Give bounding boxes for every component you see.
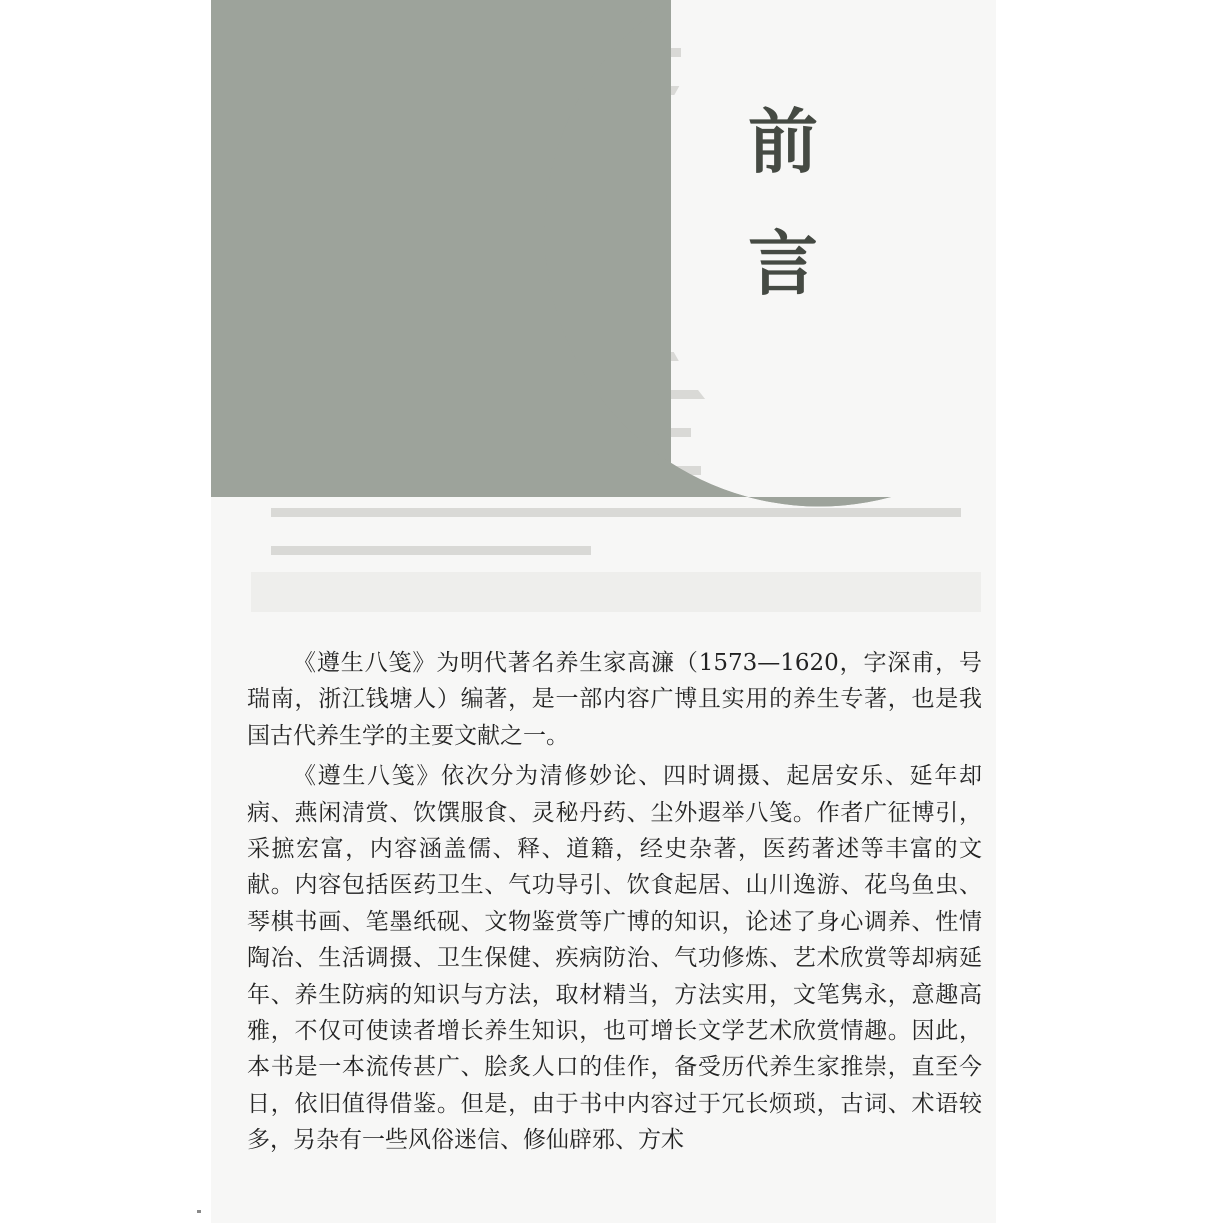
book-page <box>211 0 996 1223</box>
page-title-char-1: 前 <box>748 101 818 183</box>
scan-speck <box>197 1210 201 1213</box>
page-title-char-2: 言 <box>748 223 818 305</box>
paragraph: 《遵生八笺》依次分为清修妙论、四时调摄、起居安乐、延年却病、燕闲清赏、饮馔服食、灵秘丹药、尘外遐举八笺。作者广征博引，采摭宏富，内容涵盖儒、释、道籍，经史杂著，医药著述等丰富的文献。内容包括医药卫生、气功导引、饮食起居、山川逸游、花鸟鱼虫、琴棋书画、笔墨纸砚、文物鉴赏等广博的知识，论述了身心调养、性情陶冶、生活调摄、卫生保健、疾病防治、气功修炼、艺术欣赏等却病延年、养生防病的知识与方法，取材精当，方法实用，文笔隽永，意趣高雅，不仅可使读者增长养生知识，也可增长文学艺术欣赏情趣。因此，本书是一本流传甚广、脍炙人口的佳作，备受历代养生家推崇，直至今日，依旧值得借鉴。但是，由于书中内容过于冗长烦琐，古词、术语较多，另杂有一些风俗迷信、修仙辟邪、方术 <box>247 763 982 1154</box>
header-banner <box>211 0 996 560</box>
paragraph: 《遵生八笺》为明代著名养生家高濂（1573—1620，字深甫，号瑞南，浙江钱塘人）编著，是一部内容广博且实用的养生专著，也是我国古代养生学的主要文献之一。 <box>247 650 982 749</box>
preface-body <box>247 645 982 1163</box>
